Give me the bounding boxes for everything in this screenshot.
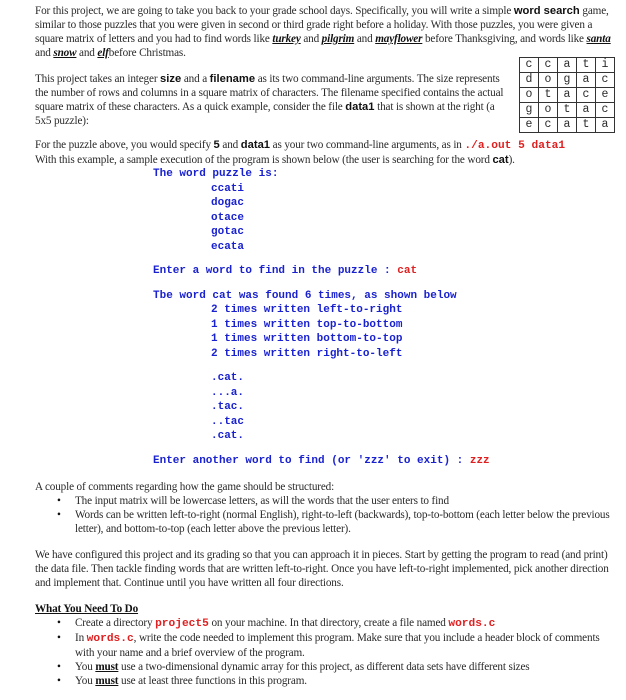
text: that is shown at the right (a 5x5 puzzle):: [35, 101, 495, 127]
result-row: .cat.: [211, 372, 245, 384]
grid-cell: c: [539, 118, 558, 133]
count-line: 2 times written right-to-left: [211, 347, 403, 360]
todo-section: [35, 602, 615, 688]
grid-cell: g: [520, 103, 539, 118]
text: and: [219, 139, 241, 151]
sample-session: [153, 167, 615, 468]
prompt: Enter a word to find in the puzzle :: [153, 265, 398, 277]
user-input: cat: [397, 265, 418, 277]
example-word: santa: [586, 33, 611, 45]
text: , write the code needed to implement this program. Make sure that you include a header block of comments with your name and a brief overview of the program.: [75, 632, 600, 659]
grid-cell: t: [577, 118, 596, 133]
grid-cell: a: [558, 118, 577, 133]
grid-cell: o: [539, 73, 558, 88]
grid-cell: a: [558, 88, 577, 103]
result-row: .cat.: [211, 430, 245, 442]
bold-term: cat: [492, 154, 509, 166]
text: For this project, we are going to take you back to your grade school days. Specifically, you will write a simple: [35, 5, 514, 17]
intro-paragraph: [35, 4, 615, 60]
text: and: [76, 47, 98, 59]
text: and: [300, 33, 322, 45]
result-row: .tac.: [211, 401, 245, 413]
list-item: [75, 631, 615, 660]
result-row: ..tac: [211, 415, 245, 428]
grid-cell: o: [520, 88, 539, 103]
grid-cell: e: [520, 118, 539, 133]
bold-term: filename: [209, 73, 256, 85]
example-paragraph: [35, 138, 615, 167]
grid-cell: t: [558, 103, 577, 118]
prompt-line: [153, 454, 615, 469]
emphasis: must: [95, 661, 119, 673]
prompt-line: [153, 264, 615, 279]
puzzle-grid: [519, 57, 615, 133]
found-line: Tbe word cat was found 6 times, as shown below: [153, 289, 457, 302]
command-example: ./a.out 5 data1: [464, 140, 566, 152]
prompt: Enter another word to find (or 'zzz' to exit) :: [153, 454, 470, 467]
count-line: 1 times written bottom-to-top: [211, 333, 403, 345]
grid-cell: t: [539, 88, 558, 103]
text: before Thanksgiving, and words like: [422, 33, 587, 45]
grid-cell: i: [596, 58, 615, 73]
example-word: pilgrim: [321, 33, 355, 45]
text: In: [75, 632, 87, 644]
grid-cell: c: [577, 88, 596, 103]
puzzle-row: ecata: [211, 240, 245, 253]
grid-row: [520, 58, 615, 73]
text: use a two-dimensional dynamic array for this project, as different data sets have different sizes: [118, 661, 530, 673]
grid-cell: a: [577, 73, 596, 88]
text: as your two command-line arguments, as in: [270, 139, 465, 151]
puzzle-row: dogac: [211, 197, 245, 209]
text: and: [35, 47, 54, 59]
list-item: [75, 616, 615, 631]
list-item: [75, 660, 615, 674]
grid-row: [520, 103, 615, 118]
grid-cell: c: [520, 58, 539, 73]
puzzle-row: otace: [211, 211, 245, 224]
user-input: zzz: [469, 454, 490, 467]
grid-cell: c: [596, 73, 615, 88]
grid-cell: c: [596, 103, 615, 118]
text: on your machine. In that directory, create a file named: [208, 617, 449, 629]
puzzle-row: ccati: [211, 182, 245, 195]
directory-name: project5: [155, 618, 209, 630]
list-item: • The input matrix will be lowercase letters, as will the words that the user enters to find: [75, 494, 615, 508]
grid-cell: e: [596, 88, 615, 103]
example-word: snow: [53, 47, 77, 59]
text: You: [75, 661, 96, 673]
puzzle-row: gotac: [211, 226, 245, 238]
comments-section: [35, 480, 615, 536]
approach-paragraph: [35, 548, 615, 590]
list-item: [75, 674, 615, 688]
grid-cell: t: [577, 58, 596, 73]
bold-term: data1: [345, 101, 375, 113]
grid-cell: o: [539, 103, 558, 118]
text: This project takes an integer: [35, 73, 161, 85]
text: ).: [508, 154, 515, 166]
text: With this example, a sample execution of the program is shown below (the user is searching for the word: [35, 154, 493, 166]
grid-row: [520, 118, 615, 133]
example-word: turkey: [272, 33, 301, 45]
puzzle-header: The word puzzle is:: [153, 168, 279, 180]
file-name: words.c: [86, 633, 134, 645]
text: use at least three functions in this program.: [118, 675, 307, 687]
grid-cell: d: [520, 73, 539, 88]
bold-term: size: [160, 73, 182, 85]
grid-cell: a: [596, 118, 615, 133]
text: and: [354, 33, 376, 45]
file-name: words.c: [448, 618, 496, 630]
bold-term: data1: [240, 139, 271, 151]
text: For the puzzle above, you would specify: [35, 139, 214, 151]
text: and a: [181, 73, 210, 85]
emphasis: must: [95, 675, 119, 687]
example-word: mayflower: [375, 33, 423, 45]
grid-cell: c: [539, 58, 558, 73]
grid-cell: g: [558, 73, 577, 88]
grid-cell: a: [577, 103, 596, 118]
text: You: [75, 675, 96, 687]
section-heading: What You Need To Do: [35, 603, 139, 615]
text: before Christmas.: [108, 47, 186, 59]
grid-row: [520, 88, 615, 103]
count-line: 2 times written left-to-right: [211, 304, 403, 316]
text: as its two command-line arguments. The size represents the number of rows and columns in a square matrix of characters. The filename specified contains the actual square matrix of these characters. As a quick example, consider the file: [35, 73, 504, 113]
text: We have configured this project and its grading so that you can approach it in pieces. Start by getting the program to read (and print) the data file. Then tackle finding words that are written left-to-right. Once you have left-to-right implemented, pick another direction and implement that. Continue until you have written all four directions.: [35, 549, 609, 589]
bold-term: word search: [513, 5, 580, 17]
text: Create a directory: [75, 617, 156, 629]
count-line: 1 times written top-to-bottom: [211, 318, 403, 331]
arguments-paragraph: [35, 72, 511, 128]
example-word: elf: [97, 47, 109, 59]
grid-row: [520, 73, 615, 88]
result-row: ...a.: [211, 386, 245, 399]
list-item: • Words can be written left-to-right (normal English), right-to-left (backwards), top-to-bottom (each letter below the previous letter), and bottom-to-top (each letter above the previous letter).: [75, 508, 615, 536]
grid-cell: a: [558, 58, 577, 73]
text: game, similar to those puzzles that you were given in second or third grade right before a holiday. With those puzzles, you were given a square matrix of letters and you had to find words like: [35, 5, 609, 45]
bold-term: 5: [213, 139, 220, 151]
comments-intro: A couple of comments regarding how the game should be structured:: [35, 481, 335, 493]
